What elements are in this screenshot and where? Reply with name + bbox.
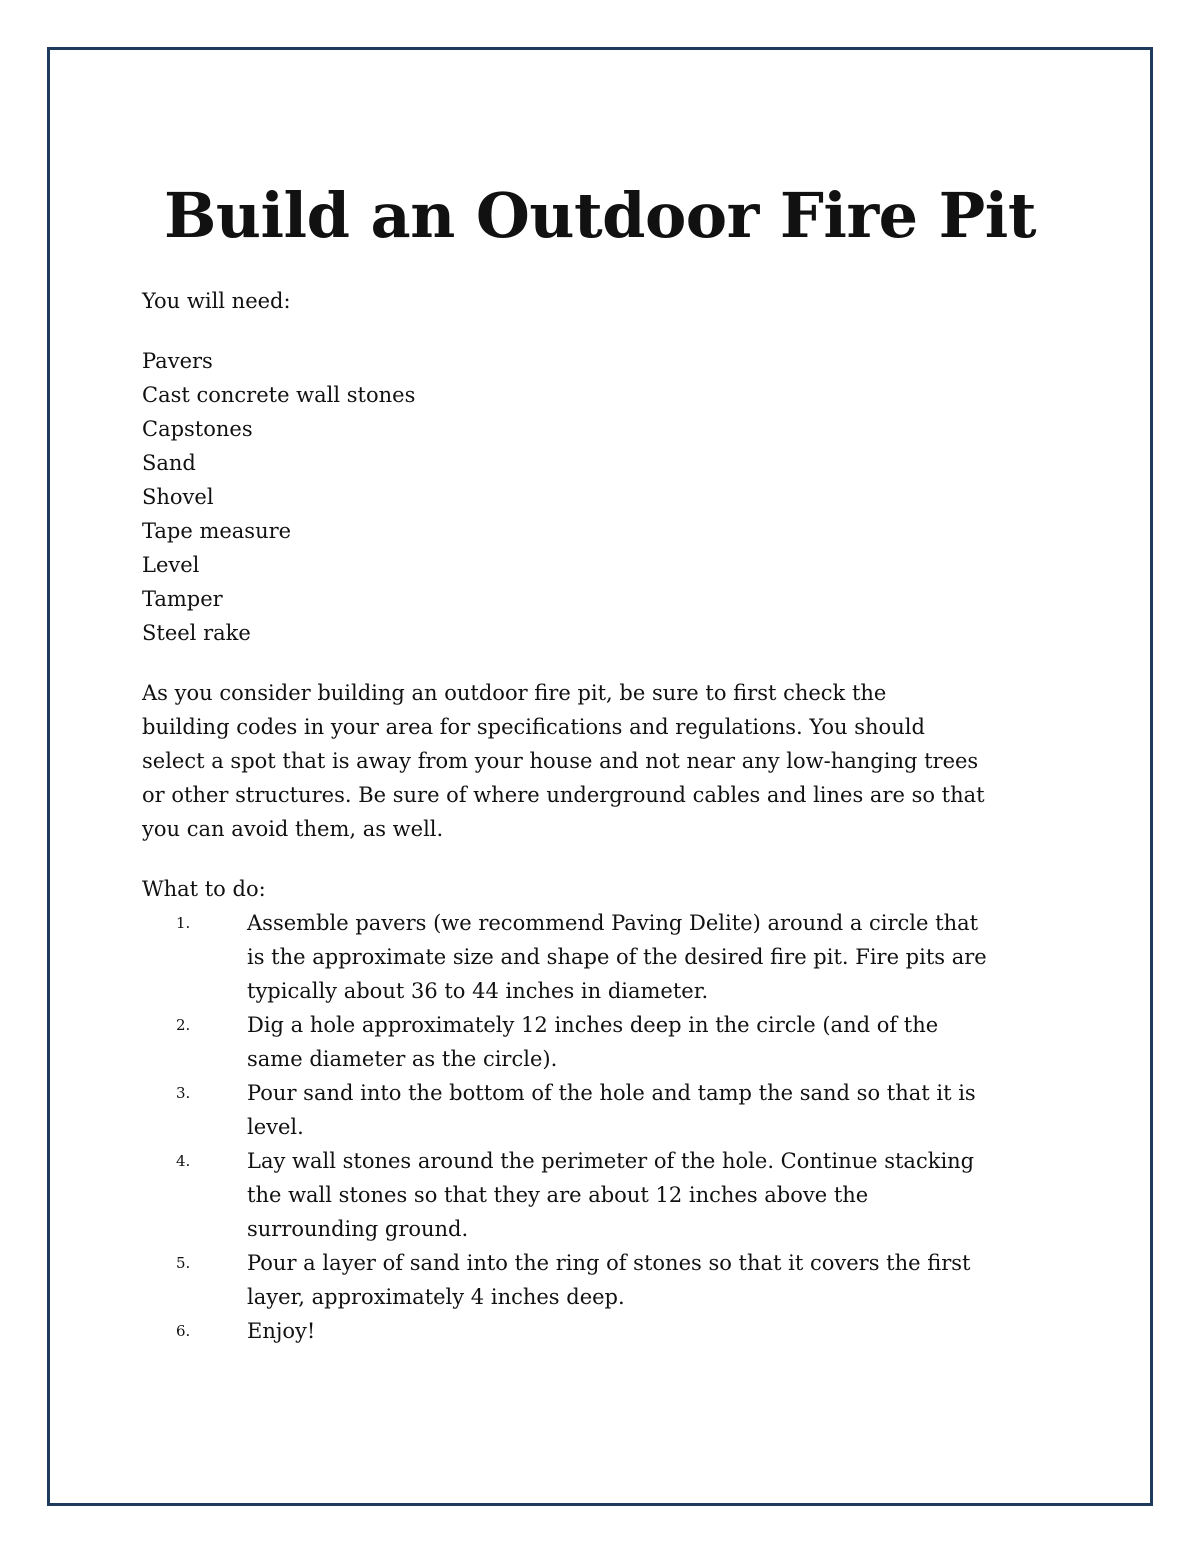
step-number: 2. xyxy=(176,1016,191,1034)
step-number: 1. xyxy=(176,914,191,932)
intro-line: As you consider building an outdoor fire pit, be sure to first check the xyxy=(142,681,887,705)
need-heading: You will need: xyxy=(142,289,291,313)
step-number: 6. xyxy=(176,1322,191,1340)
material-item: Steel rake xyxy=(142,621,251,645)
step-item xyxy=(142,1076,1062,1144)
step-line: Lay wall stones around the perimeter of the hole. Continue stacking xyxy=(247,1149,975,1173)
todo-heading: What to do: xyxy=(142,877,266,901)
materials-list xyxy=(142,344,1062,650)
material-item: Shovel xyxy=(142,485,214,509)
step-line: level. xyxy=(247,1115,304,1139)
material-item: Capstones xyxy=(142,417,253,441)
step-number: 5. xyxy=(176,1254,191,1272)
step-item xyxy=(142,1314,1062,1348)
step-text xyxy=(247,1144,1062,1246)
step-number: 4. xyxy=(176,1152,191,1170)
step-line: the wall stones so that they are about 12 inches above the xyxy=(247,1183,869,1207)
step-line: Enjoy! xyxy=(247,1319,316,1343)
step-line: typically about 36 to 44 inches in diameter. xyxy=(247,979,709,1003)
step-item xyxy=(142,1246,1062,1314)
step-text xyxy=(247,1008,1062,1076)
step-line: same diameter as the circle). xyxy=(247,1047,558,1071)
step-item xyxy=(142,906,1062,1008)
material-item: Pavers xyxy=(142,349,213,373)
spacer xyxy=(142,318,1062,344)
step-line: is the approximate size and shape of the desired fire pit. Fire pits are xyxy=(247,945,987,969)
step-text xyxy=(247,1314,1062,1348)
step-line: surrounding ground. xyxy=(247,1217,469,1241)
material-item: Level xyxy=(142,553,200,577)
step-text xyxy=(247,1076,1062,1144)
material-item: Cast concrete wall stones xyxy=(142,383,416,407)
step-line: Dig a hole approximately 12 inches deep in the circle (and of the xyxy=(247,1013,939,1037)
intro-line: or other structures. Be sure of where underground cables and lines are so that xyxy=(142,783,985,807)
step-item xyxy=(142,1144,1062,1246)
step-line: layer, approximately 4 inches deep. xyxy=(247,1285,625,1309)
spacer xyxy=(142,846,1062,872)
step-line: Pour sand into the bottom of the hole and tamp the sand so that it is xyxy=(247,1081,976,1105)
steps-list xyxy=(142,906,1062,1348)
step-item xyxy=(142,1008,1062,1076)
intro-line: you can avoid them, as well. xyxy=(142,817,444,841)
step-number: 3. xyxy=(176,1084,191,1102)
intro-line: select a spot that is away from your house and not near any low-hanging trees xyxy=(142,749,979,773)
step-text xyxy=(247,906,1062,1008)
step-line: Pour a layer of sand into the ring of stones so that it covers the first xyxy=(247,1251,971,1275)
document-body xyxy=(142,284,1062,1348)
spacer xyxy=(142,650,1062,676)
intro-line: building codes in your area for specifications and regulations. You should xyxy=(142,715,925,739)
step-line: Assemble pavers (we recommend Paving Delite) around a circle that xyxy=(247,911,979,935)
material-item: Sand xyxy=(142,451,196,475)
step-text xyxy=(247,1246,1062,1314)
intro-paragraph xyxy=(142,676,1062,846)
document-title: Build an Outdoor Fire Pit xyxy=(164,179,1036,252)
material-item: Tamper xyxy=(142,587,223,611)
material-item: Tape measure xyxy=(142,519,292,543)
